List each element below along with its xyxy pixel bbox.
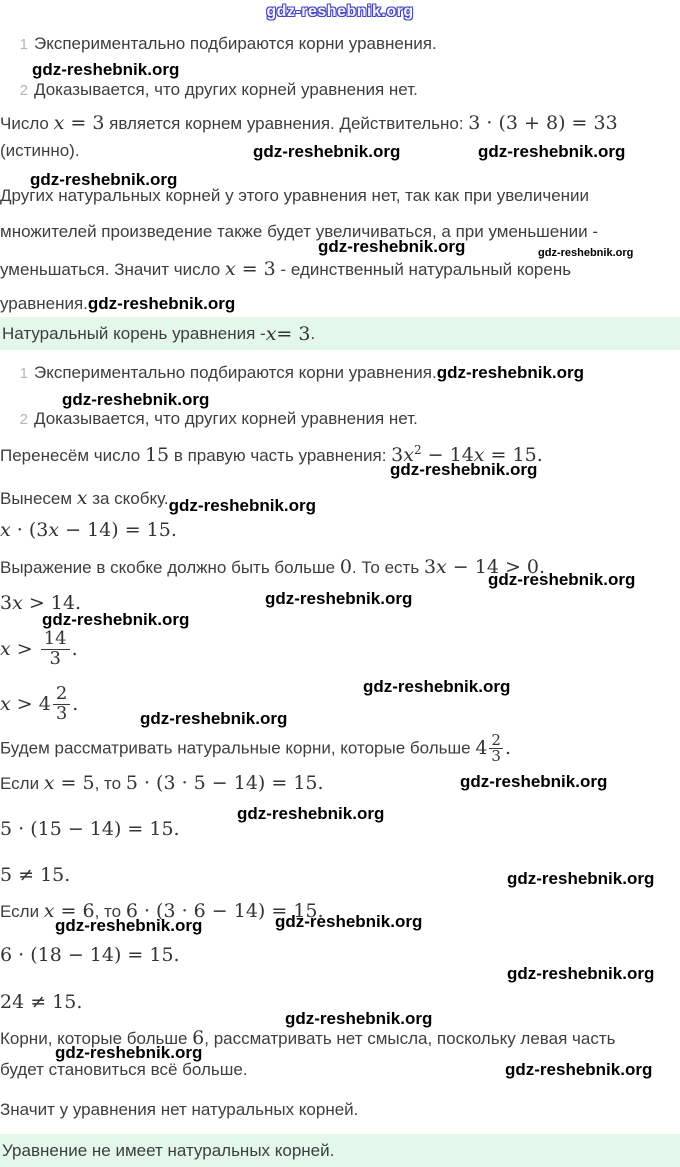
watermark-small: gdz-reshebnik.org (538, 247, 634, 259)
list-item-1 (12, 34, 437, 54)
math-var: x (224, 258, 236, 280)
paragraph-roots-gt-6-2 (0, 1060, 248, 1080)
math: − 14 (421, 444, 474, 466)
math: . (504, 737, 512, 760)
watermark: gdz-reshebnik.org (265, 589, 413, 608)
watermark: gdz-reshebnik.org (363, 677, 511, 696)
math-var: x (265, 322, 277, 345)
text: Корни, которые больше (0, 1029, 193, 1048)
watermark: gdz-reshebnik.org (507, 964, 655, 983)
equation-x-gt-14-3 (0, 630, 78, 669)
watermark: gdz-reshebnik.org (55, 1043, 203, 1062)
math: 6 (192, 1027, 205, 1049)
paragraph-istinno (0, 141, 80, 161)
watermark: gdz-reshebnik.org (62, 390, 210, 409)
math-var: x (53, 112, 65, 134)
text: Других натуральных корней у этого уравнения нет, так как при увеличении (0, 186, 590, 205)
watermark-inline: gdz-reshebnik.org (168, 496, 317, 515)
text: (истинно). (0, 141, 80, 160)
text: Вынесем (0, 489, 77, 508)
list-number: 1 (19, 36, 28, 53)
fraction-numerator: 2 (53, 685, 70, 705)
text: является корнем уравнения. Действительно: (104, 114, 469, 133)
text: - единственный натуральный корень (275, 260, 572, 279)
math: · (3 (10, 519, 49, 541)
paragraph-root-check (0, 112, 618, 135)
watermark: gdz-reshebnik.org (275, 912, 423, 931)
math: > (10, 637, 39, 660)
math: . (72, 692, 79, 715)
watermark: gdz-reshebnik.org (253, 142, 401, 161)
math: = 15. (484, 444, 543, 466)
math: 3 (0, 592, 13, 614)
watermark: gdz-reshebnik.org (32, 60, 180, 79)
math: = 5 (54, 772, 95, 794)
watermark: gdz-reshebnik.org (285, 1009, 433, 1028)
math: 15 (144, 444, 170, 466)
watermark: gdz-reshebnik.org (42, 610, 190, 629)
text: . То есть (351, 558, 424, 577)
text: в правую часть уравнения: (169, 446, 392, 465)
equation-24-neq-15 (0, 991, 82, 1014)
list-number: 2 (19, 411, 28, 428)
list-text: Экспериментально подбираются корни уравнения. (34, 34, 437, 53)
watermark-inline: gdz-reshebnik.org (436, 363, 585, 382)
watermark: gdz-reshebnik.org (140, 709, 288, 728)
fraction (41, 630, 70, 669)
math-var: x (43, 772, 55, 794)
math-var: x (0, 637, 11, 660)
fraction-denominator: 3 (49, 647, 61, 669)
math-var: x (473, 444, 485, 466)
answer-highlight-2 (0, 1134, 680, 1167)
math: 5 · (15 − 14) = 15. (0, 818, 180, 840)
equation-5-15-14 (0, 818, 180, 841)
fraction-denominator: 3 (55, 702, 68, 724)
list-text: Доказывается, что других корней уравнения нет. (34, 409, 418, 428)
math: 3 · (3 + 8) = 33 (468, 112, 618, 134)
math: 3 (423, 556, 437, 578)
text: , то (94, 902, 126, 921)
math: 0 (339, 556, 352, 578)
paragraph-factor-x (0, 487, 316, 516)
watermark: gdz-reshebnik.org (390, 460, 538, 479)
text: Будем рассматривать натуральные корни, которые больше (0, 738, 476, 758)
math: = 3 (235, 258, 276, 280)
math: − 14) = 15. (59, 519, 177, 541)
math-var: x (76, 487, 88, 509)
text: Если (0, 774, 44, 793)
text: Значит у уравнения нет натуральных корней. (0, 1100, 359, 1119)
fraction-numerator: 14 (41, 630, 70, 650)
paragraph-no-other-roots-3 (0, 258, 571, 281)
math-var: x (48, 519, 60, 541)
math-var: x (436, 556, 447, 578)
math: = 6 (54, 900, 95, 922)
text: будет становиться всё больше. (0, 1060, 248, 1079)
fraction-denominator: 3 (491, 747, 501, 765)
watermark: gdz-reshebnik.org (318, 237, 466, 256)
fraction (53, 685, 70, 724)
equation-5-neq-15 (0, 864, 70, 887)
equation-x-gt-4-2-3 (0, 685, 78, 724)
math: 6 · (3 · 6 − 14) = 15. (125, 900, 324, 922)
answer-highlight-1 (0, 317, 680, 350)
list-text: Экспериментально подбираются корни уравнения. (34, 363, 437, 382)
paragraph-conclusion (0, 1100, 358, 1120)
text: Если (0, 902, 44, 921)
text: . (310, 323, 316, 343)
fraction-numerator: 2 (491, 731, 501, 749)
math: > 4 (10, 692, 51, 715)
text: уменьшаться. Значит число (0, 260, 225, 279)
math-var: x (0, 519, 11, 541)
text: за скобку. (87, 489, 169, 508)
math-var: x (43, 900, 55, 922)
paragraph-if-x-5 (0, 772, 324, 795)
list-text: Доказывается, что других корней уравнения нет. (34, 80, 418, 99)
math: 5 ≠ 15. (0, 864, 71, 886)
math: 3 (391, 444, 404, 466)
list-number: 2 (19, 82, 28, 99)
math: 4 (475, 737, 488, 760)
equation-factored (0, 519, 177, 542)
list-number: 1 (19, 365, 28, 382)
math-var: x (0, 692, 11, 715)
paragraph-no-other-roots-2 (0, 222, 598, 242)
watermark: gdz-reshebnik.org (30, 170, 178, 189)
math: 6 · (18 − 14) = 15. (0, 944, 180, 966)
paragraph-consider-roots (0, 733, 511, 764)
list-item-1 (12, 363, 584, 383)
text: , рассматривать нет смысла, поскольку левая часть (204, 1029, 616, 1048)
text: множителей произведение также будет увеличиваться, а при уменьшении - (0, 222, 599, 241)
math: > 14. (22, 592, 82, 614)
paragraph-no-other-roots-4 (0, 294, 235, 314)
math: − 14 > 0. (446, 556, 546, 578)
math: 5 · (3 · 5 − 14) = 15. (125, 772, 324, 794)
math-var: x (403, 444, 414, 466)
text: Уравнение не имеет натуральных корней. (2, 1140, 335, 1160)
list-item-2 (12, 80, 418, 100)
watermark-inline: gdz-reshebnik.org (87, 294, 236, 313)
math: . (71, 637, 78, 660)
watermark: gdz-reshebnik.org (478, 142, 626, 161)
math: 24 ≠ 15. (0, 991, 83, 1013)
math-var: x (12, 592, 23, 614)
watermark: gdz-reshebnik.org (488, 570, 636, 589)
watermark: gdz-reshebnik.org (460, 772, 608, 791)
watermark: gdz-reshebnik.org (55, 916, 203, 935)
math: = 3 (64, 112, 105, 134)
equation-6-18-14 (0, 944, 180, 967)
math-superscript: 2 (413, 443, 422, 457)
math: = 3 (276, 322, 311, 345)
text: Натуральный корень уравнения - (2, 323, 266, 343)
fraction (489, 733, 503, 764)
text: Число (0, 114, 54, 133)
watermark: gdz-reshebnik.org (237, 804, 385, 823)
text: Перенесём число (0, 446, 145, 465)
text: уравнения. (0, 294, 88, 313)
watermark: gdz-reshebnik.org (505, 1060, 653, 1079)
text: , то (94, 774, 126, 793)
paragraph-bracket-positive (0, 556, 545, 579)
site-logo: gdz-reshebnik.org (266, 3, 414, 20)
watermark: gdz-reshebnik.org (507, 869, 655, 888)
paragraph-no-other-roots-1 (0, 186, 589, 206)
text: Выражение в скобке должно быть больше (0, 558, 340, 577)
list-item-2 (12, 409, 418, 429)
